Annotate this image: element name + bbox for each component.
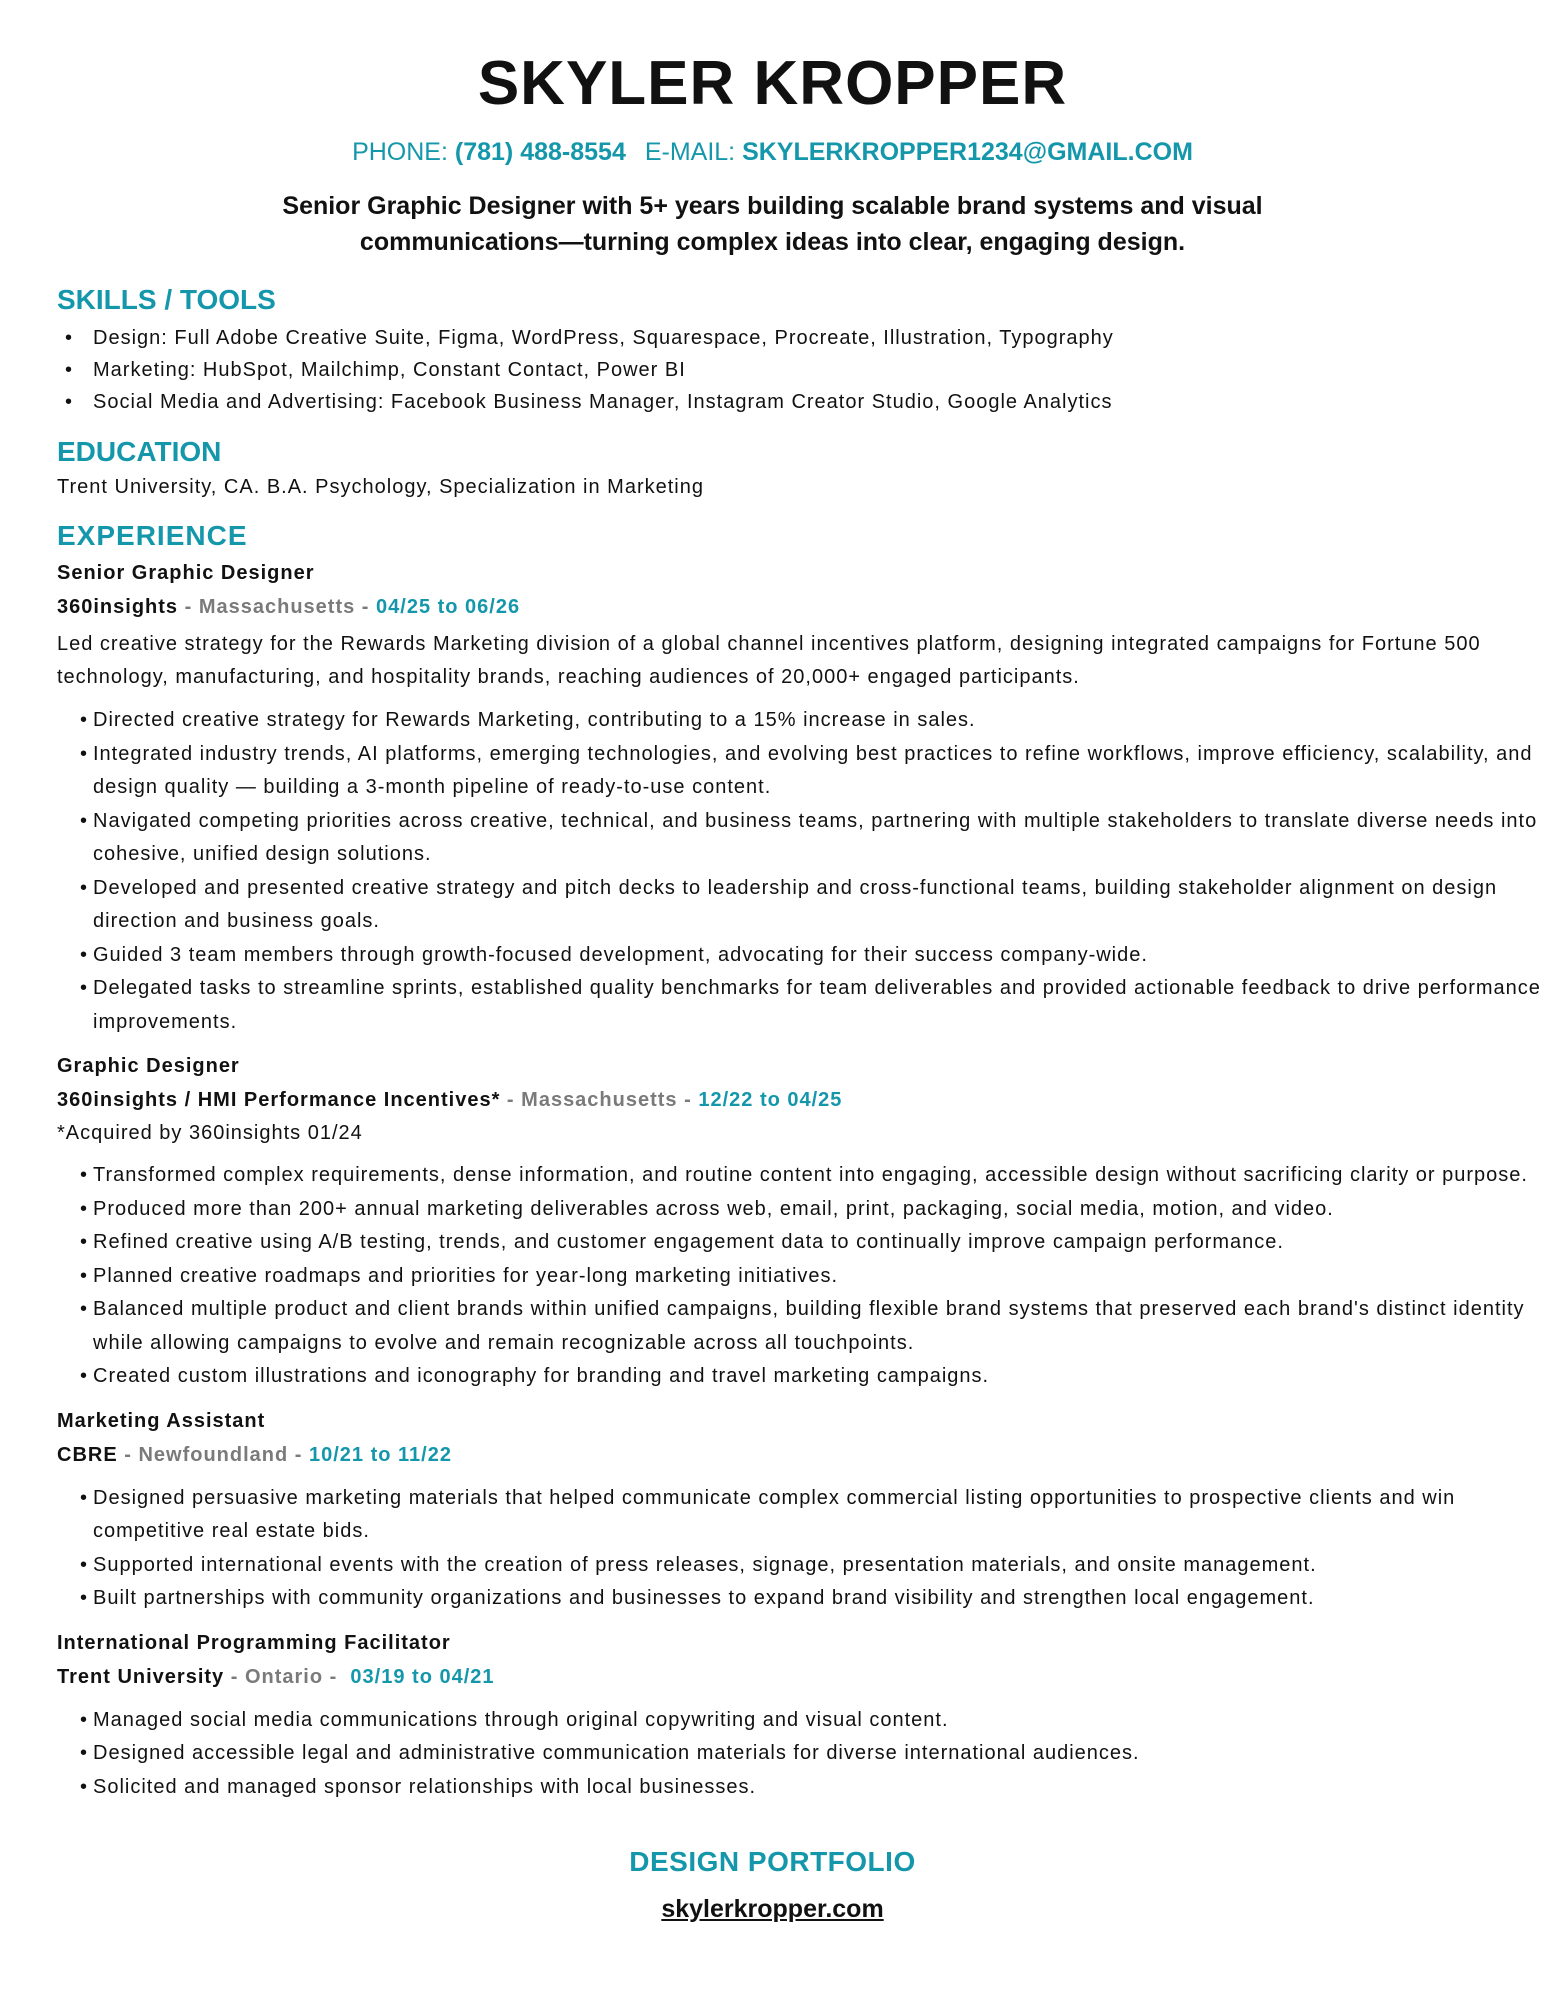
job-entry	[57, 1049, 1528, 1394]
portfolio-link[interactable]: skylerkropper.com	[661, 1895, 884, 1923]
job-org-line	[57, 1083, 1488, 1117]
job-bullet: • Navigated competing priorities across creative, technical, and business teams, partnering with multiple stakeholders to translate diverse needs into cohesive, unified design solutions.	[93, 805, 1543, 872]
job-location: Newfoundland	[138, 1443, 289, 1466]
job-dates: 04/25 to 06/26	[376, 596, 521, 618]
job-bullets	[93, 1704, 1488, 1805]
skills-heading: SKILLS / TOOLS	[57, 284, 276, 315]
candidate-name: SKYLER KROPPER	[477, 49, 1068, 118]
job-separator: -	[224, 1665, 245, 1688]
job-bullet: • Guided 3 team members through growth-focused development, advocating for their success company-wide.	[93, 939, 1543, 973]
job-dates: 03/19 to 04/21	[350, 1665, 495, 1688]
job-separator: -	[117, 1443, 139, 1466]
email-address[interactable]: SKYLERKROPPER1234@GMAIL.COM	[742, 138, 1193, 166]
contact-line	[57, 136, 1488, 168]
job-bullets	[93, 704, 1541, 1039]
job-company: Trent University	[57, 1665, 225, 1688]
job-dates: 10/21 to 11/22	[309, 1443, 452, 1466]
job-org-line	[57, 1438, 1488, 1472]
job-separator: -	[288, 1443, 309, 1466]
job-separator: -	[500, 1089, 522, 1111]
job-bullet: • Supported international events with the creation of press releases, signage, presentation materials, and onsite management.	[93, 1549, 1543, 1583]
resume-page	[0, 46, 1545, 1999]
job-bullet: • Planned creative roadmaps and priorities for year-long marketing initiatives.	[93, 1260, 1543, 1294]
job-bullet: • Designed persuasive marketing materials that helped communicate complex commercial listing opportunities to prospective clients and win competitive real estate bids.	[93, 1482, 1543, 1549]
job-bullet: • Designed accessible legal and administrative communication materials for diverse international audiences.	[93, 1737, 1543, 1771]
professional-summary: Senior Graphic Designer with 5+ years building scalable brand systems and visual communications—turning complex ideas into clear, engaging design.	[282, 192, 1263, 256]
job-description: Led creative strategy for the Rewards Marketing division of a global channel incentives platform, designing integrated campaigns for Fortune 500 technology, manufacturing, and hospitality brands, reaching audiences of 20,000+ engaged participants.	[57, 633, 1481, 688]
job-separator: -	[178, 596, 199, 618]
job-location: Massachusetts	[521, 1089, 678, 1111]
job-bullet: • Built partnerships with community organizations and businesses to expand brand visibility and strengthen local engagement.	[93, 1582, 1543, 1616]
email-label: E-MAIL:	[644, 138, 736, 166]
job-bullet: • Directed creative strategy for Rewards Marketing, contributing to a 15% increase in sales.	[93, 704, 1543, 738]
job-separator: -	[677, 1089, 699, 1111]
job-company: 360insights / HMI Performance Incentives*	[57, 1089, 501, 1111]
skill-item: • Design: Full Adobe Creative Suite, Figma, WordPress, Squarespace, Procreate, Illustration, Typography	[65, 322, 1488, 354]
phone-label: PHONE:	[352, 138, 448, 166]
job-title: Marketing Assistant	[57, 1409, 266, 1432]
job-separator: -	[323, 1665, 351, 1688]
job-bullet: • Transformed complex requirements, dense information, and routine content into engaging, accessible design without sacrificing clarity or purpose.	[93, 1159, 1543, 1193]
job-company: CBRE	[57, 1443, 118, 1466]
job-separator: -	[355, 596, 377, 618]
job-bullet: • Developed and presented creative strategy and pitch decks to leadership and cross-functional teams, building stakeholder alignment on design direction and business goals.	[93, 872, 1543, 939]
job-bullet: • Delegated tasks to streamline sprints, established quality benchmarks for team deliverables and provided actionable feedback to drive performance improvements.	[93, 972, 1543, 1039]
job-title: International Programming Facilitator	[57, 1631, 451, 1654]
education-entry: Trent University, CA. B.A. Psychology, Specialization in Marketing	[57, 476, 704, 498]
job-title: Senior Graphic Designer	[57, 562, 315, 584]
skill-item: • Marketing: HubSpot, Mailchimp, Constant Contact, Power BI	[65, 354, 1488, 386]
portfolio-link-row	[57, 1892, 1488, 1926]
job-location: Ontario	[244, 1665, 324, 1688]
job-entry	[57, 1404, 1488, 1616]
job-bullet: • Refined creative using A/B testing, trends, and customer engagement data to continually improve campaign performance.	[93, 1226, 1543, 1260]
job-bullet: • Balanced multiple product and client brands within unified campaigns, building flexible brand systems that preserved each brand's distinct identity while allowing campaigns to evolve and remain recognizable across all touchpoints.	[93, 1293, 1543, 1360]
job-bullets	[93, 1482, 1488, 1616]
job-entry	[57, 556, 1541, 1039]
job-bullet: • Produced more than 200+ annual marketing deliverables across web, email, print, packaging, social media, motion, and video.	[93, 1193, 1543, 1227]
education-heading: EDUCATION	[57, 436, 222, 467]
job-bullet: • Managed social media communications through original copywriting and visual content.	[93, 1704, 1543, 1738]
job-bullet: • Integrated industry trends, AI platforms, emerging technologies, and evolving best practices to refine workflows, improve efficiency, scalability, and design quality — building a 3-month pipeline of ready-to-use content.	[93, 738, 1543, 805]
job-company: 360insights	[57, 596, 179, 618]
experience-heading: EXPERIENCE	[57, 520, 248, 551]
job-note: *Acquired by 360insights 01/24	[57, 1122, 363, 1144]
job-org-line	[57, 590, 1488, 624]
job-org-line	[57, 1660, 1488, 1694]
portfolio-heading: DESIGN PORTFOLIO	[629, 1846, 916, 1877]
job-bullets	[93, 1159, 1528, 1394]
phone-number: (781) 488-8554	[454, 138, 626, 166]
job-dates: 12/22 to 04/25	[698, 1089, 843, 1111]
job-location: Massachusetts	[198, 596, 356, 618]
skills-list	[65, 322, 1488, 418]
job-bullet: • Solicited and managed sponsor relationships with local businesses.	[93, 1771, 1543, 1805]
skill-item: • Social Media and Advertising: Facebook Business Manager, Instagram Creator Studio, Google Analytics	[65, 386, 1488, 418]
job-title: Graphic Designer	[57, 1055, 240, 1077]
job-bullet: • Created custom illustrations and iconography for branding and travel marketing campaigns.	[93, 1360, 1543, 1394]
job-entry	[57, 1626, 1488, 1805]
